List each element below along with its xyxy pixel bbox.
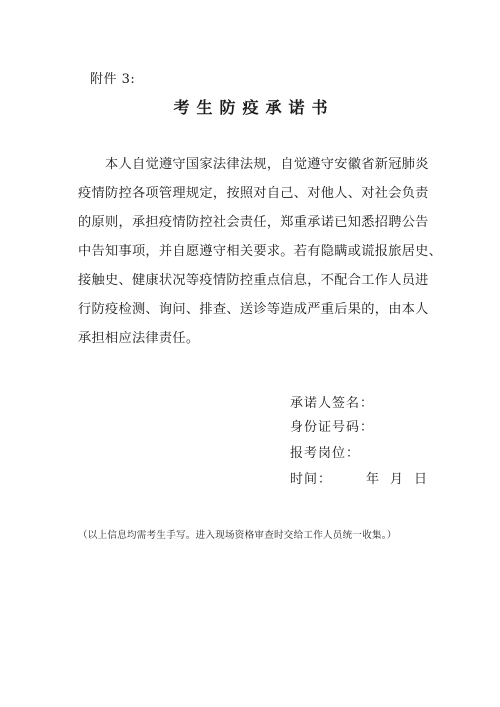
commitment-body xyxy=(78,150,443,353)
footnote: （以上信息均需考生手写。进入现场资格审查时交给工作人员统一收集。） xyxy=(78,530,397,541)
applied-position-field: 报考岗位： xyxy=(290,446,361,461)
date-field xyxy=(290,468,428,487)
body-line: 中告知事项，并自愿遵守相关要求。若有隐瞒或谎报旅居史、 xyxy=(78,244,443,259)
time-label: 时间： xyxy=(290,472,333,487)
id-number-field: 身份证号码： xyxy=(290,420,375,435)
month-label: 月 xyxy=(390,472,405,487)
signer-signature-field: 承诺人签名： xyxy=(290,396,375,411)
document-title: 考生防疫承诺书 xyxy=(173,98,335,117)
day-label: 日 xyxy=(414,472,429,487)
attachment-label: 附件 3: xyxy=(90,72,136,87)
body-line: 承担相应法律责任。 xyxy=(78,331,200,346)
body-line: 本人自觉遵守国家法律法规，自觉遵守安徽省新冠肺炎 xyxy=(105,157,429,172)
body-line: 接触史、健康状况等疫情防控重点信息，不配合工作人员进 xyxy=(78,273,429,288)
year-label: 年 xyxy=(366,472,381,487)
body-line: 行防疫检测、询问、排查、送诊等造成严重后果的，由本人 xyxy=(78,302,429,317)
body-line: 疫情防控各项管理规定，按照对自己、对他人、对社会负责 xyxy=(78,186,429,201)
body-line: 的原则，承担疫情防控社会责任，郑重承诺已知悉招聘公告 xyxy=(78,215,429,230)
